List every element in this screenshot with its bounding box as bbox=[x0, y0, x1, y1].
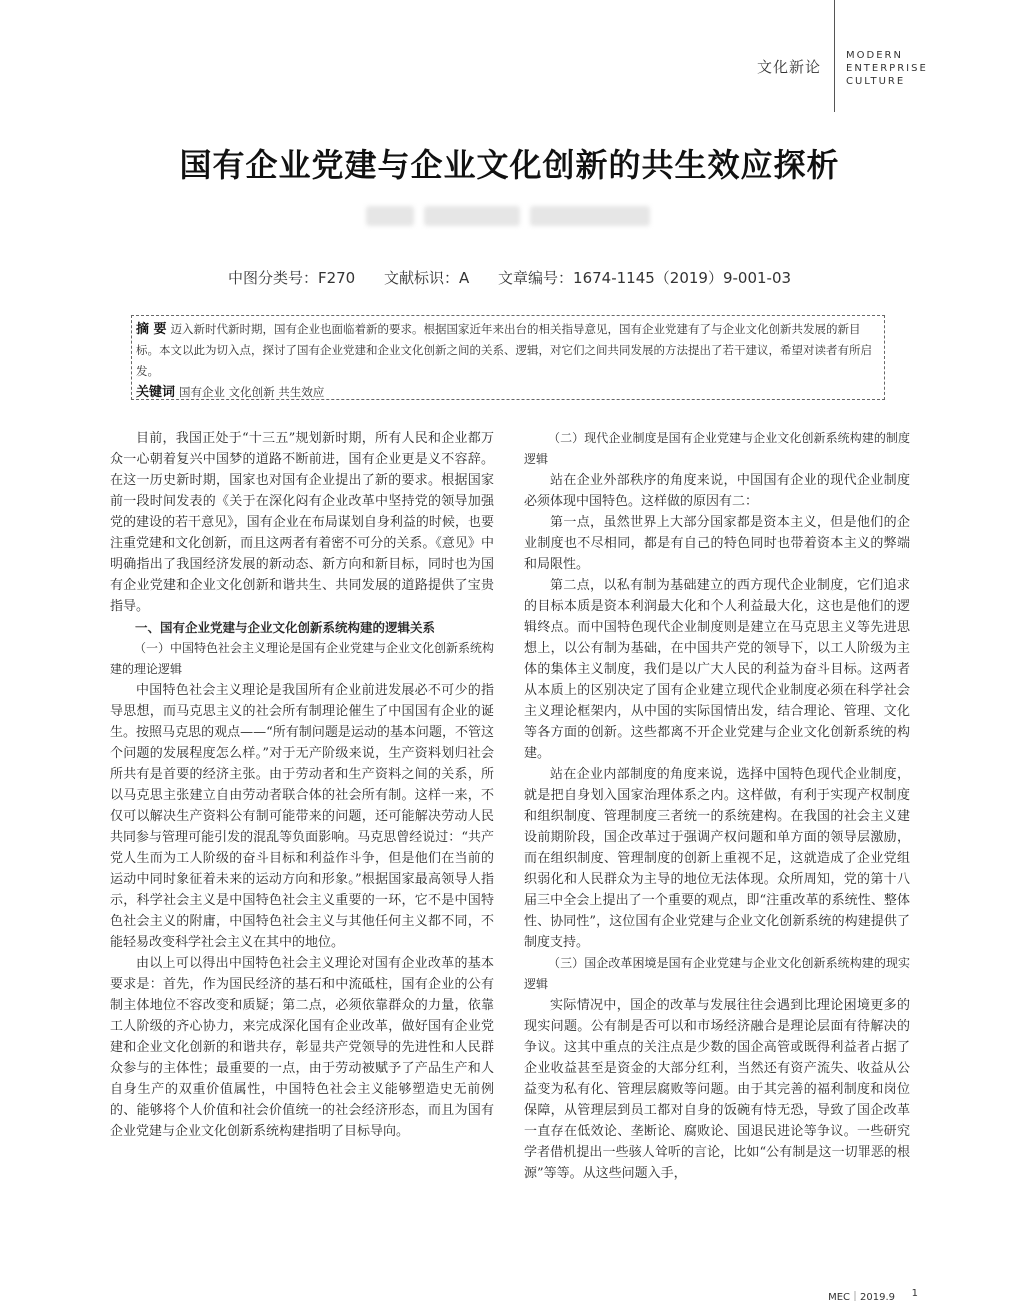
section-heading: 一、国有企业党建与企业文化创新系统构建的逻辑关系 bbox=[135, 620, 436, 635]
article-number: 文章编号：1674-1145（2019）9-001-03 bbox=[498, 269, 792, 287]
journal-en-line: MODERN bbox=[846, 50, 903, 61]
paragraph: 站在企业外部秩序的角度来说，中国国有企业的现代企业制度必须体现中国特色。这样做的原因有二： bbox=[524, 473, 910, 509]
author-blurred bbox=[366, 206, 660, 228]
paragraph: 实际情况中，国企的改革与发展往往会遇到比理论困境更多的现实问题。公有制是否可以和市场经济融合是理论层面有待解决的争议。这其中重点的关注点是少数的国企高管或既得利益者占据了企业收益甚至是资金的大部分红利，当然还有资产流失、收益从公益变为私有化、管理层腐败等问题。由于其完善的福利制度和岗位保障，从管理层到员工都对自身的饭碗有恃无恐，导致了国企改革一直存在低效论、垄断论、腐败论、国退民进论等争议。一些研究学者借机提出一些骇人耸听的言论，比如“公有制是这一切罪恶的根源”等等。从这些问题入手， bbox=[524, 998, 910, 1181]
subsection-heading: （一）中国特色社会主义理论是国有企业党建与企业文化创新系统构建的理论逻辑 bbox=[110, 641, 495, 676]
classification-number: 中图分类号：F270 bbox=[227, 269, 356, 287]
journal-en-line: ENTERPRISE bbox=[846, 63, 928, 74]
abstract-box bbox=[131, 315, 885, 400]
abstract-label: 摘 要 bbox=[136, 322, 167, 337]
paragraph: 第二点，以私有制为基础建立的西方现代企业制度，它们追求的目标本质是资本利润最大化和个人利益最大化，这也是他们的逻辑终点。而中国特色现代企业制度则是建立在马克思主义等先进思想上，以公有制为基础，在中国共产党的领导下，以工人阶级为主体的集体主义制度，我们是以广大人民的利益为奋斗目标。这两者从本质上的区别决定了国有企业建立现代企业制度必须在科学社会主义理论框架内，从中国的实际国情出发，结合理论、管理、文化等各方面的创新。这些都离不开企业党建与企业文化创新系统的构建。 bbox=[524, 578, 910, 761]
abstract-text: 迈入新时代新时期，国有企业也面临着新的要求。根据国家近年来出台的相关指导意见，国有企业党建有了与企业文化创新共发展的新目标。本文以此为切入点，探讨了国有企业党建和企业文化创新之间的关系、逻辑，对它们之间共同发展的方法提出了若干建议，希望对读者有所启发。 bbox=[136, 322, 872, 378]
paragraph: 站在企业内部制度的角度来说，选择中国特色现代企业制度，就是把自身划入国家治理体系之内。这样做，有利于实现产权制度和组织制度、管理制度三者统一的系统建构。在我国的社会主义建设前期阶段，国企改革过于强调产权问题和单方面的领导层激励，而在组织制度、管理制度的创新上重视不足，这就造成了企业党组织弱化和人民群众为主导的地位无法体现。众所周知，党的第十八届三中全会上提出了一个重要的观点，即“注重改革的系统性、整体性、协同性”，这位国有企业党建与企业文化创新系统的构建提供了制度支持。 bbox=[524, 767, 910, 950]
paragraph: 第一点，虽然世界上大部分国家都是资本主义，但是他们的企业制度也不尽相同，都是有自己的特色同时也带着资本主义的弊端和局限性。 bbox=[524, 515, 910, 572]
right-column bbox=[524, 428, 910, 1184]
left-column bbox=[110, 428, 494, 1142]
subsection-heading: （三）国企改革困境是国有企业党建与企业文化创新系统构建的现实逻辑 bbox=[524, 956, 910, 991]
keywords-text: 国有企业 文化创新 共生效应 bbox=[179, 385, 325, 399]
paragraph: 由以上可以得出中国特色社会主义理论对国有企业改革的基本要求是：首先，作为国民经济的基石和中流砥柱，国有企业的公有制主体地位不容改变和质疑；第二点，必须依靠群众的力量，依靠工人阶级的齐心协力，来完成深化国有企业改革，做好国有企业党建和企业文化创新的和谐共存，彰显共产党领导的先进性和人民群众参与的主体性；最重要的一点，由于劳动被赋予了产品生产和人自身生产的双重价值属性，中国特色社会主义能够塑造史无前例的、能够将个人价值和社会价值统一的社会经济形态，而且为国有企业党建与企业文化创新系统构建指明了目标导向。 bbox=[110, 956, 494, 1139]
article-meta bbox=[0, 267, 1019, 288]
article-title: 国有企业党建与企业文化创新的共生效应探析 bbox=[179, 146, 840, 184]
document-code: 文献标识：A bbox=[383, 269, 470, 287]
journal-en-line: CULTURE bbox=[846, 76, 906, 87]
column-name: 文化新论 bbox=[757, 58, 822, 76]
page-number: 1 bbox=[911, 1288, 918, 1299]
paragraph: 目前，我国正处于“十三五”规划新时期，所有人民和企业都万众一心朝着复兴中国梦的道路不断前进，国有企业更是义不容辞。在这一历史新时期，国家也对国有企业提出了新的要求。根据国家前一段时间发表的《关于在深化闷有企业改革中坚持党的领导加强党的建设的若干意见》，国有企业在布局谋划自身利益的时候，也要注重党建和文化创新，而且这两者有着密不可分的关系。《意见》中明确指出了我国经济发展的新动态、新方向和新目标，同时也为国有企业党建和企业文化创新和谐共生、共同发展的道路提供了宝贵指导。 bbox=[110, 431, 494, 614]
paragraph: 中国特色社会主义理论是我国所有企业前进发展必不可少的指导思想，而马克思主义的社会所有制理论催生了中国国有企业的诞生。按照马克思的观点——“所有制问题是运动的基本问题，不管这个问题的发展程度怎么样。”对于无产阶级来说，生产资料划归社会所共有是首要的经济主张。由于劳动者和生产资料之间的关系，所以马克思主张建立自由劳动者联合体的社会所有制。这样一来，不仅可以解决生产资料公有制可能带来的问题，还可能解决劳动人民共同参与管理可能引发的混乱等负面影响。马克思曾经说过：“共产党人生而为工人阶级的奋斗目标和利益作斗争，但是他们在当前的运动中同时象征着未来的运动方向和形象。”根据国家最高领导人指示，科学社会主义是中国特色社会主义重要的一环，它不是中国特色社会主义的附庸，中国特色社会主义与其他任何主义都不同，不能轻易改变科学社会主义在其中的地位。 bbox=[110, 683, 494, 950]
keywords bbox=[136, 382, 880, 403]
keywords-label: 关键词 bbox=[136, 385, 176, 400]
subsection-heading: （二）现代企业制度是国有企业党建与企业文化创新系统构建的制度逻辑 bbox=[524, 431, 910, 466]
journal-english-name bbox=[846, 49, 928, 88]
abstract bbox=[136, 319, 880, 382]
footer-issue: MEC｜2019.9 bbox=[828, 1292, 895, 1303]
header-divider bbox=[834, 0, 835, 112]
